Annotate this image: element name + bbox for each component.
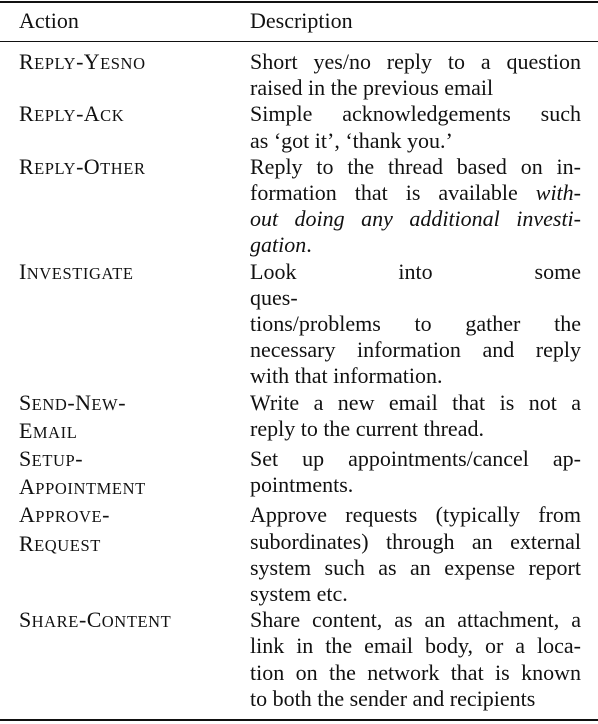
table-row	[0, 154, 598, 259]
description-line: pointments.	[250, 472, 354, 498]
table-header	[0, 6, 598, 36]
table-row	[0, 259, 598, 390]
description-line: subordinates) through an external	[250, 528, 581, 554]
description-cell	[250, 101, 581, 153]
description-line: Share content, as an attachment, a	[250, 607, 581, 633]
table-body	[0, 49, 598, 712]
description-line: raised in the previous email	[250, 75, 494, 101]
description-cell	[250, 390, 581, 446]
table-row	[0, 390, 598, 446]
description-line: Approve requests (typically from	[250, 502, 581, 528]
description-cell	[250, 607, 581, 712]
description-line: gation.	[250, 232, 312, 258]
description-cell	[250, 49, 581, 101]
header-description: Description	[250, 8, 353, 33]
description-cell	[250, 154, 581, 259]
table-row	[0, 49, 598, 101]
action-name: INVESTIGATE	[19, 258, 134, 284]
action-name: REQUEST	[19, 530, 101, 556]
action-name: APPROVE-	[19, 502, 110, 528]
description-line: reply to the current thread.	[250, 415, 484, 441]
action-cell	[0, 259, 250, 390]
table-row	[0, 607, 598, 712]
action-cell	[0, 502, 250, 607]
description-line: tions/problems to gather the	[250, 311, 581, 337]
table-bottom-rule	[0, 719, 598, 721]
description-line: Short yes/no reply to a question	[250, 49, 581, 74]
action-name: SEND-NEW-	[19, 389, 126, 415]
description-line: Write a new email that is not a	[250, 389, 581, 415]
table-row	[0, 446, 598, 502]
description-cell	[250, 259, 581, 390]
description-line: tion on the network that is known	[250, 659, 581, 685]
description-cell	[250, 446, 581, 502]
description-line: Reply to the thread based on in-	[250, 153, 581, 179]
action-name: APPOINTMENT	[19, 474, 146, 500]
description-line: system such as an expense report	[250, 554, 581, 580]
description-line: formation that is available with-	[250, 180, 581, 206]
description-line: to both the sender and recipients	[250, 685, 536, 711]
header-action: Action	[19, 8, 79, 33]
description-line: Set up appointments/cancel ap-	[250, 446, 581, 472]
action-cell	[0, 101, 250, 153]
description-line: out doing any additional investi-	[250, 206, 581, 232]
action-name: REPLY-YESNO	[19, 49, 146, 74]
table-header-rule	[0, 41, 598, 42]
description-line: with that information.	[250, 363, 443, 389]
action-name: SHARE-CONTENT	[19, 607, 172, 633]
description-line: necessary information and reply	[250, 337, 581, 363]
description-line: link in the email body, or a loca-	[250, 633, 581, 659]
action-cell	[0, 607, 250, 712]
action-name: REPLY-OTHER	[19, 153, 146, 179]
description-line: Look into some ques-	[250, 258, 581, 310]
action-cell	[0, 390, 250, 446]
description-cell	[250, 502, 581, 607]
description-line: as ‘got it’, ‘thank you.’	[250, 127, 453, 153]
table-row	[0, 502, 598, 607]
action-name: SETUP-	[19, 446, 84, 472]
action-cell	[0, 446, 250, 502]
action-cell	[0, 49, 250, 101]
table-top-rule	[0, 1, 598, 3]
action-name: EMAIL	[19, 417, 78, 443]
description-line: system etc.	[250, 581, 348, 607]
description-line: Simple acknowledgements such	[250, 101, 581, 127]
action-cell	[0, 154, 250, 259]
action-name: REPLY-ACK	[19, 101, 125, 127]
table-row	[0, 101, 598, 153]
